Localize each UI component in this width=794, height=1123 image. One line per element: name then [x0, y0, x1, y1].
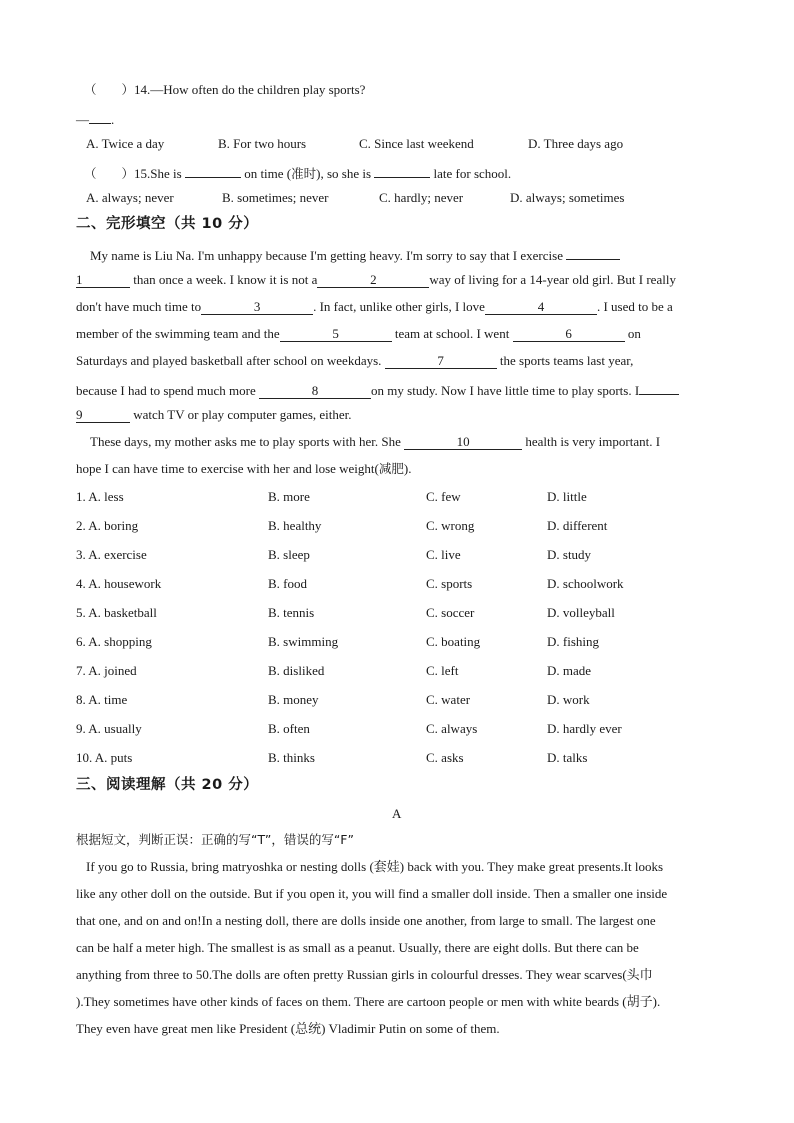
cloze-blank-7[interactable]: 7	[385, 354, 497, 369]
q14-stem-text: 14.—How often do the children play sports?	[134, 82, 366, 97]
cloze-text: watch TV or play computer games, either.	[130, 407, 352, 422]
q14-paren: （ ）	[84, 82, 135, 97]
choice-6-b[interactable]: B. swimming	[268, 634, 339, 649]
cloze-text: member of the swimming team and the	[76, 326, 280, 341]
choice-8-c[interactable]: C. water	[426, 692, 471, 707]
q15-stem-cn: 准时	[291, 166, 317, 181]
cloze-blank-2[interactable]: 2	[317, 273, 429, 288]
cloze-blank-1[interactable]: 1	[76, 273, 130, 288]
choice-4-d[interactable]: D. schoolwork	[547, 576, 624, 591]
choice-6-d[interactable]: D. fishing	[547, 634, 599, 649]
choice-1-b[interactable]: B. more	[268, 489, 310, 504]
choice-10-a[interactable]: 10. A. puts	[76, 750, 133, 765]
q15-stem	[84, 163, 511, 182]
choice-10-d[interactable]: D. talks	[547, 750, 588, 765]
cloze-blank-8[interactable]: 8	[259, 384, 371, 399]
choice-2-a[interactable]: 2. A. boring	[76, 518, 139, 533]
section2-heading: 二、完形填空（共 10 分）	[76, 216, 259, 232]
cloze-cn: 减肥	[378, 461, 404, 476]
cloze-text: way of living for a 14-year old girl. But I really	[429, 272, 676, 287]
cloze-text: . I used to be a	[596, 299, 673, 314]
choice-8-d[interactable]: D. work	[547, 692, 590, 707]
choice-2-d[interactable]: D. different	[547, 518, 608, 533]
choice-6-c[interactable]: C. boating	[426, 634, 481, 649]
q14-answer-line	[76, 109, 114, 128]
cloze-text: ).	[403, 461, 412, 476]
q15-stem-part-4: late for school.	[430, 166, 512, 181]
passage-line-7: They even have great men like President (总统) Vladimir Putin on some of them.	[76, 1021, 500, 1036]
choice-3-d[interactable]: D. study	[547, 547, 592, 562]
choice-3-c[interactable]: C. live	[426, 547, 461, 562]
cloze-line-8	[90, 434, 660, 450]
cloze-line-1	[90, 245, 620, 264]
cloze-blank-3[interactable]: 3	[201, 300, 313, 315]
cloze-blank-9[interactable]: 9	[76, 408, 130, 423]
cloze-blank-10[interactable]: 10	[404, 435, 522, 450]
cloze-blank-1-start[interactable]	[566, 245, 620, 260]
cloze-line-2	[76, 272, 676, 288]
q15-option-a[interactable]: A. always; never	[86, 190, 174, 205]
choice-4-b[interactable]: B. food	[268, 576, 307, 591]
cloze-text: than once a week. I know it is not a	[130, 272, 318, 287]
choice-8-a[interactable]: 8. A. time	[76, 692, 128, 707]
passage-line-1: If you go to Russia, bring matryoshka or nesting dolls (套娃) back with you. They make great presents.It looks	[86, 859, 664, 874]
q15-stem-part-3: ), so she is	[316, 166, 375, 181]
choice-5-a[interactable]: 5. A. basketball	[76, 605, 157, 620]
cloze-text: the sports teams last year,	[496, 353, 634, 368]
cloze-line-7	[76, 407, 352, 423]
cloze-text: Saturdays and played basketball after school on weekdays.	[76, 353, 385, 368]
cloze-text: don't have much time to	[76, 299, 202, 314]
choice-7-b[interactable]: B. disliked	[268, 663, 325, 678]
choice-9-a[interactable]: 9. A. usually	[76, 721, 142, 736]
reading-instruction: 根据短文，判断正误：正确的写“T”，错误的写“F”	[76, 832, 354, 847]
q15-option-c[interactable]: C. hardly; never	[379, 190, 464, 205]
choice-3-a[interactable]: 3. A. exercise	[76, 547, 147, 562]
choice-5-b[interactable]: B. tennis	[268, 605, 315, 620]
choice-9-b[interactable]: B. often	[268, 721, 310, 736]
choice-9-c[interactable]: C. always	[426, 721, 478, 736]
passage-line-4: can be half a meter high. The smallest is as small as a peanut. Usually, there are eight dolls. But there can be	[76, 940, 639, 955]
cloze-line-6	[76, 380, 679, 399]
choice-8-b[interactable]: B. money	[268, 692, 319, 707]
cloze-text: on	[624, 326, 641, 341]
cloze-blank-5[interactable]: 5	[280, 327, 392, 342]
q14-option-d[interactable]: D. Three days ago	[528, 136, 624, 151]
q15-paren: （ ）	[84, 166, 135, 181]
section3-heading: 三、阅读理解（共 20 分）	[76, 777, 259, 793]
passage-line-5: anything from three to 50.The dolls are often pretty Russian girls in colourful dresses. They wear scarves(头巾	[76, 967, 653, 982]
q15-blank-1[interactable]	[185, 163, 241, 178]
choice-5-d[interactable]: D. volleyball	[547, 605, 615, 620]
q14-answer-blank[interactable]	[89, 109, 111, 124]
q14-stem	[84, 82, 365, 98]
choice-7-c[interactable]: C. left	[426, 663, 459, 678]
choice-9-d[interactable]: D. hardly ever	[547, 721, 622, 736]
q15-option-d[interactable]: D. always; sometimes	[510, 190, 625, 205]
choice-1-a[interactable]: 1. A. less	[76, 489, 124, 504]
passage-line-6: ).They sometimes have other kinds of faces on them. There are cartoon people or men with white beards (胡子).	[76, 994, 661, 1009]
choice-5-c[interactable]: C. soccer	[426, 605, 475, 620]
choice-6-a[interactable]: 6. A. shopping	[76, 634, 152, 649]
cloze-text: on my study. Now I have little time to play sports. I	[371, 383, 640, 398]
cloze-line-9	[76, 461, 411, 477]
q15-stem-part-2: on time (	[240, 166, 292, 181]
cloze-text: team at school. I went	[391, 326, 513, 341]
cloze-text: because I had to spend much more	[76, 383, 260, 398]
q14-answer-suffix: .	[111, 112, 115, 127]
q15-blank-2[interactable]	[374, 163, 430, 178]
choice-1-d[interactable]: D. little	[547, 489, 587, 504]
passage-line-2: like any other doll on the outside. But if you open it, you will find a smaller doll inside. Then a smaller one inside	[76, 886, 668, 901]
choice-7-d[interactable]: D. made	[547, 663, 592, 678]
choice-4-c[interactable]: C. sports	[426, 576, 473, 591]
choice-2-c[interactable]: C. wrong	[426, 518, 475, 533]
passage-label: A	[392, 806, 402, 821]
cloze-blank-6[interactable]: 6	[513, 327, 625, 342]
choice-7-a[interactable]: 7. A. joined	[76, 663, 137, 678]
q14-answer-prefix: —	[76, 112, 89, 127]
cloze-text: hope I can have time to exercise with her and lose weight(	[76, 461, 379, 476]
cloze-blank-4[interactable]: 4	[485, 300, 597, 315]
choice-1-c[interactable]: C. few	[426, 489, 461, 504]
cloze-text: health is very important. I	[522, 434, 661, 449]
q14-option-a[interactable]: A. Twice a day	[86, 136, 165, 151]
cloze-blank-9-start[interactable]	[639, 380, 679, 395]
cloze-text: . In fact, unlike other girls, I love	[313, 299, 485, 314]
cloze-text: My name is Liu Na. I'm unhappy because I'm getting heavy. I'm sorry to say that I exercise	[90, 248, 567, 263]
cloze-text: These days, my mother asks me to play sports with her. She	[90, 434, 405, 449]
choice-2-b[interactable]: B. healthy	[268, 518, 322, 533]
cloze-line-3	[76, 299, 673, 315]
choice-4-a[interactable]: 4. A. housework	[76, 576, 162, 591]
q14-option-b[interactable]: B. For two hours	[218, 136, 307, 151]
choice-10-c[interactable]: C. asks	[426, 750, 464, 765]
q15-stem-part-1: 15.She is	[134, 166, 185, 181]
choice-10-b[interactable]: B. thinks	[268, 750, 315, 765]
cloze-line-4	[76, 326, 641, 342]
passage-line-3: that one, and on and on!In a nesting doll, there are dolls inside one another, from large to small. The largest one	[76, 913, 656, 928]
cloze-line-5	[76, 353, 633, 369]
q15-option-b[interactable]: B. sometimes; never	[222, 190, 329, 205]
choice-3-b[interactable]: B. sleep	[268, 547, 310, 562]
q14-option-c[interactable]: C. Since last weekend	[359, 136, 474, 151]
